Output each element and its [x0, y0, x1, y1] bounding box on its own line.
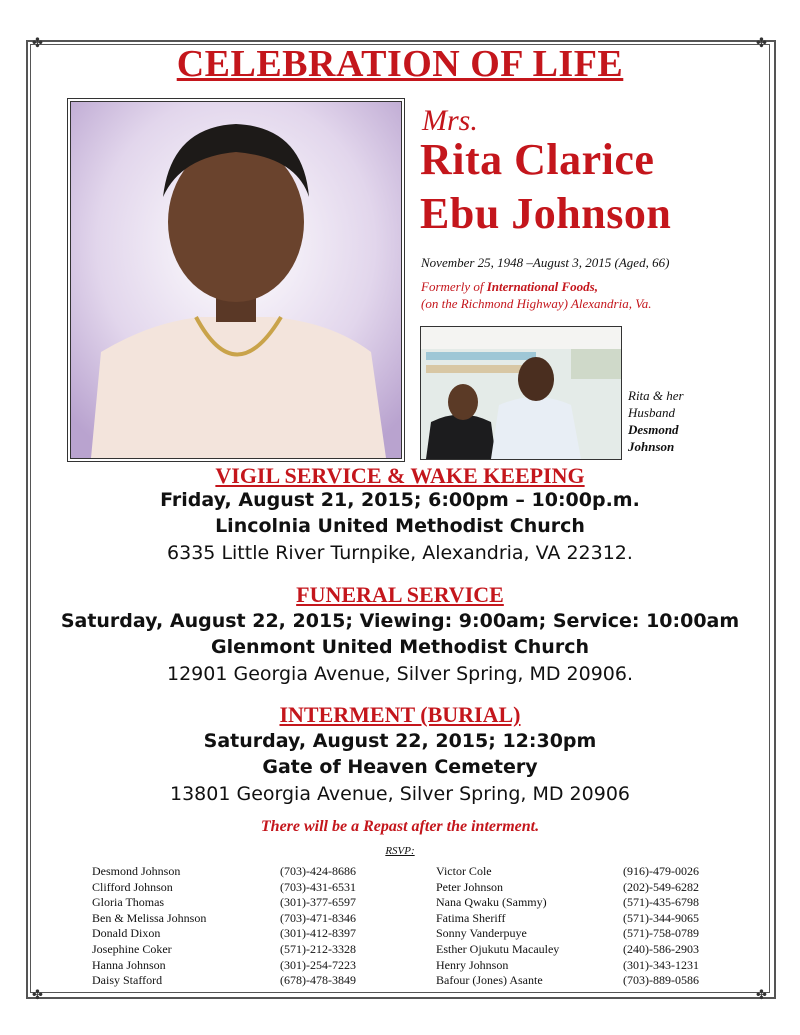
contact-row — [436, 911, 736, 927]
contact-name: Henry Johnson — [436, 957, 509, 972]
contact-row — [92, 942, 372, 958]
funeral-heading: FUNERAL SERVICE — [296, 582, 504, 607]
contact-phone: (240)-586-2903 — [623, 941, 699, 956]
contact-name: Desmond Johnson — [92, 864, 181, 878]
funeral-section — [0, 582, 800, 685]
contact-row — [92, 958, 372, 974]
contact-name: Josephine Coker — [92, 941, 172, 956]
contact-name: Ben & Melissa Johnson — [92, 910, 207, 925]
formerly-prefix: Formerly of — [421, 279, 487, 294]
contact-phone: (571)-435-6798 — [623, 895, 699, 910]
vigil-place: Lincolnia United Methodist Church — [215, 515, 585, 537]
formerly-note — [421, 278, 651, 312]
business-name: International Foods, — [486, 279, 598, 294]
contact-phone: (703)-424-8686 — [280, 864, 356, 878]
interment-section — [0, 702, 800, 805]
vigil-heading: VIGIL SERVICE & WAKE KEEPING — [215, 463, 585, 488]
contact-phone: (301)-377-6597 — [280, 895, 356, 910]
contact-phone: (301)-343-1231 — [623, 957, 699, 972]
deceased-name-line2: Ebu Johnson — [420, 189, 672, 238]
contact-name: Victor Cole — [436, 864, 492, 878]
interment-heading: INTERMENT (BURIAL) — [279, 702, 521, 727]
contact-row — [436, 926, 736, 942]
funeral-place: Glenmont United Methodist Church — [211, 636, 589, 658]
contact-name: Fatima Sheriff — [436, 910, 506, 925]
contact-row — [92, 911, 372, 927]
vigil-section — [0, 463, 800, 564]
contact-phone: (678)-478-3849 — [280, 973, 356, 988]
portrait-photo — [70, 101, 402, 459]
corner-ornament-icon: ✤ — [32, 987, 43, 1002]
contact-row — [436, 942, 736, 958]
contact-phone: (301)-254-7223 — [280, 957, 356, 972]
contact-row — [92, 926, 372, 942]
vigil-address: 6335 Little River Turnpike, Alexandria, VA 22312. — [167, 542, 633, 564]
deceased-name-line1: Rita Clarice — [420, 135, 655, 184]
contact-row — [92, 895, 372, 911]
corner-ornament-icon: ✤ — [756, 35, 767, 50]
honorific: Mrs. — [422, 104, 478, 137]
contact-phone: (202)-549-6282 — [623, 879, 699, 894]
caption-line1: Rita & her — [628, 388, 684, 403]
contact-phone: (703)-471-8346 — [280, 910, 356, 925]
interment-datetime: Saturday, August 22, 2015; 12:30pm — [203, 730, 597, 752]
contact-row — [436, 895, 736, 911]
funeral-address: 12901 Georgia Avenue, Silver Spring, MD 20906. — [166, 663, 634, 685]
contact-name: Esther Ojukutu Macauley — [436, 941, 560, 956]
rsvp-contacts-right — [436, 864, 736, 989]
rsvp-contacts-left — [92, 864, 372, 989]
caption-line2: Husband — [628, 405, 675, 420]
interment-address: 13801 Georgia Avenue, Silver Spring, MD 20906 — [170, 783, 630, 805]
contact-row — [436, 880, 736, 896]
caption-line4: Johnson — [628, 439, 675, 454]
contact-row — [92, 880, 372, 896]
contact-row — [92, 864, 372, 880]
contact-name: Donald Dixon — [92, 926, 161, 941]
contact-name: Sonny Vanderpuye — [436, 926, 527, 941]
contact-phone: (703)-431-6531 — [280, 879, 356, 894]
caption-line3: Desmond — [628, 422, 679, 437]
contact-phone: (916)-479-0026 — [623, 864, 699, 878]
contact-name: Gloria Thomas — [92, 895, 165, 910]
contact-name: Daisy Stafford — [92, 973, 163, 988]
photo-caption — [628, 387, 684, 455]
contact-name: Bafour (Jones) Asante — [436, 973, 543, 988]
contact-name: Nana Qwaku (Sammy) — [436, 895, 547, 910]
rsvp-label: RSVP: — [385, 845, 415, 857]
interment-place: Gate of Heaven Cemetery — [262, 756, 538, 778]
contact-phone: (301)-412-8397 — [280, 926, 356, 941]
funeral-datetime: Saturday, August 22, 2015; Viewing: 9:00am; Service: 10:00am — [60, 610, 740, 632]
couple-photo — [420, 326, 622, 460]
corner-ornament-icon: ✤ — [756, 987, 767, 1002]
contact-name: Hanna Johnson — [92, 957, 166, 972]
contact-row — [436, 864, 736, 880]
contact-phone: (571)-344-9065 — [623, 910, 699, 925]
repast-note: There will be a Repast after the interment. — [260, 818, 540, 835]
life-dates: November 25, 1948 –August 3, 2015 (Aged, 66) — [421, 255, 670, 270]
corner-ornament-icon: ✤ — [32, 35, 43, 50]
contact-phone: (571)-758-0789 — [623, 926, 699, 941]
vigil-datetime: Friday, August 21, 2015; 6:00pm – 10:00p.m. — [160, 489, 640, 511]
contact-row — [436, 958, 736, 974]
contact-phone: (571)-212-3328 — [280, 941, 356, 956]
page-title: CELEBRATION OF LIFE — [176, 43, 624, 85]
contact-row — [436, 973, 736, 989]
contact-phone: (703)-889-0586 — [623, 973, 699, 988]
contact-name: Peter Johnson — [436, 879, 503, 894]
contact-row — [92, 973, 372, 989]
contact-name: Clifford Johnson — [92, 879, 173, 894]
business-location: (on the Richmond Highway) Alexandria, Va. — [421, 296, 652, 311]
